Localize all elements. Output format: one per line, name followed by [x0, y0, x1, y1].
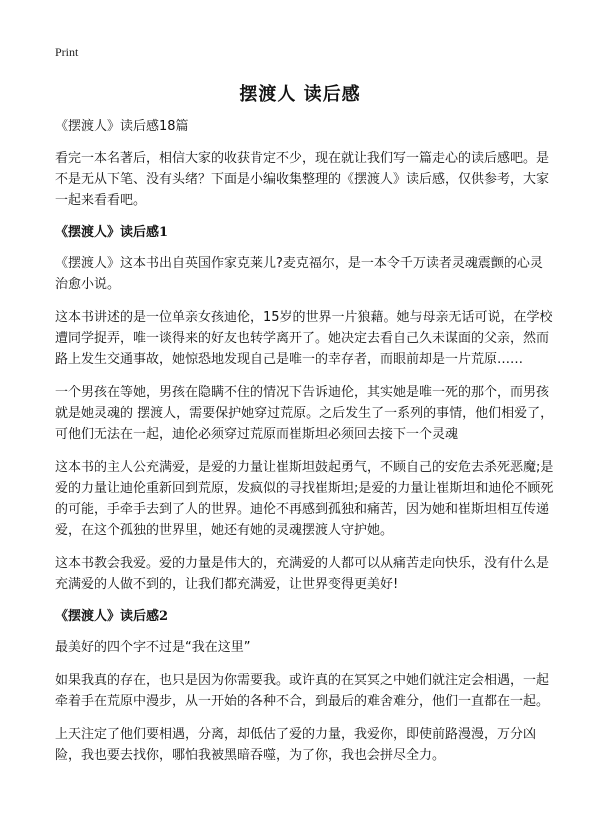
paragraph: 如果我真的存在，也只是因为你需要我。或许真的在冥冥之中她们就注定会相遇，一起牵着手在荒原中漫步，从一开始的各种不合，到最后的难舍难分，他们一直都在一起。	[55, 673, 550, 709]
paragraph: 这本书讲述的是一位单亲女孩迪伦，15岁的世界一片狼藉。她与母亲无话可说，在学校遭同学捉弄，唯一谈得来的好友也转学离开了。她决定去看自己久未谋面的父亲，然而路上发生交通事故，她惊恐地发现自己是唯一的幸存者，而眼前却是一片荒原……	[55, 310, 553, 367]
paragraph: 这本书的主人公充满爱，是爱的力量让崔斯坦鼓起勇气，不顾自己的安危去杀死恶魔;是爱的力量让迪伦重新回到荒原，发疯似的寻找崔斯坦;是爱的力量让崔斯坦和迪伦不顾死的可能，手牵手去到了人的世界。迪伦不再感到孤独和痛苦，因为她和崔斯坦相互传递爱，在这个孤独的世界里，她还有她的灵魂摆渡人守护她。	[55, 460, 554, 538]
paragraph: 最美好的四个字不过是“我在这里”	[55, 640, 251, 655]
section-heading: 《摆渡人》读后感1	[55, 225, 169, 240]
article-subtitle: 《摆渡人》读后感18篇	[55, 119, 189, 134]
article-body	[55, 118, 555, 778]
paragraph: 这本书教会我爱。爱的力量是伟大的，充满爱的人都可以从痛苦走向快乐，没有什么是充满爱的人做不到的，让我们都充满爱，让世界变得更美好!	[55, 556, 550, 592]
page-title: 摆渡人 读后感	[239, 84, 361, 105]
section-heading: 《摆渡人》读后感2	[55, 609, 169, 624]
paragraph: 上天注定了他们要相遇，分离，却低估了爱的力量，我爱你，即使前路漫漫，万分凶险，我也要去找你，哪怕我被黑暗吞噬，为了你，我也会拼尽全力。	[55, 727, 537, 763]
paragraph: 《摆渡人》这本书出自英国作家克莱儿?麦克福尔，是一本令千万读者灵魂震颤的心灵治愈小说。	[55, 256, 543, 292]
print-link[interactable]: Print	[55, 45, 79, 59]
paragraph: 一个男孩在等她，男孩在隐瞒不住的情况下告诉迪伦，其实她是唯一死的那个，而男孩就是她灵魂的 摆渡人，需要保护她穿过荒原。之后发生了一系列的事情，他们相爱了，可他们无法在一起，迪伦必须穿过荒原而崔斯坦必须回去接下一个灵魂	[55, 385, 554, 442]
intro-paragraph: 看完一本名著后，相信大家的收获肯定不少，现在就让我们写一篇走心的读后感吧。是不是无从下笔、没有头绪？下面是小编收集整理的《摆渡人》读后感，仅供参考，大家一起来看看吧。	[55, 151, 550, 208]
